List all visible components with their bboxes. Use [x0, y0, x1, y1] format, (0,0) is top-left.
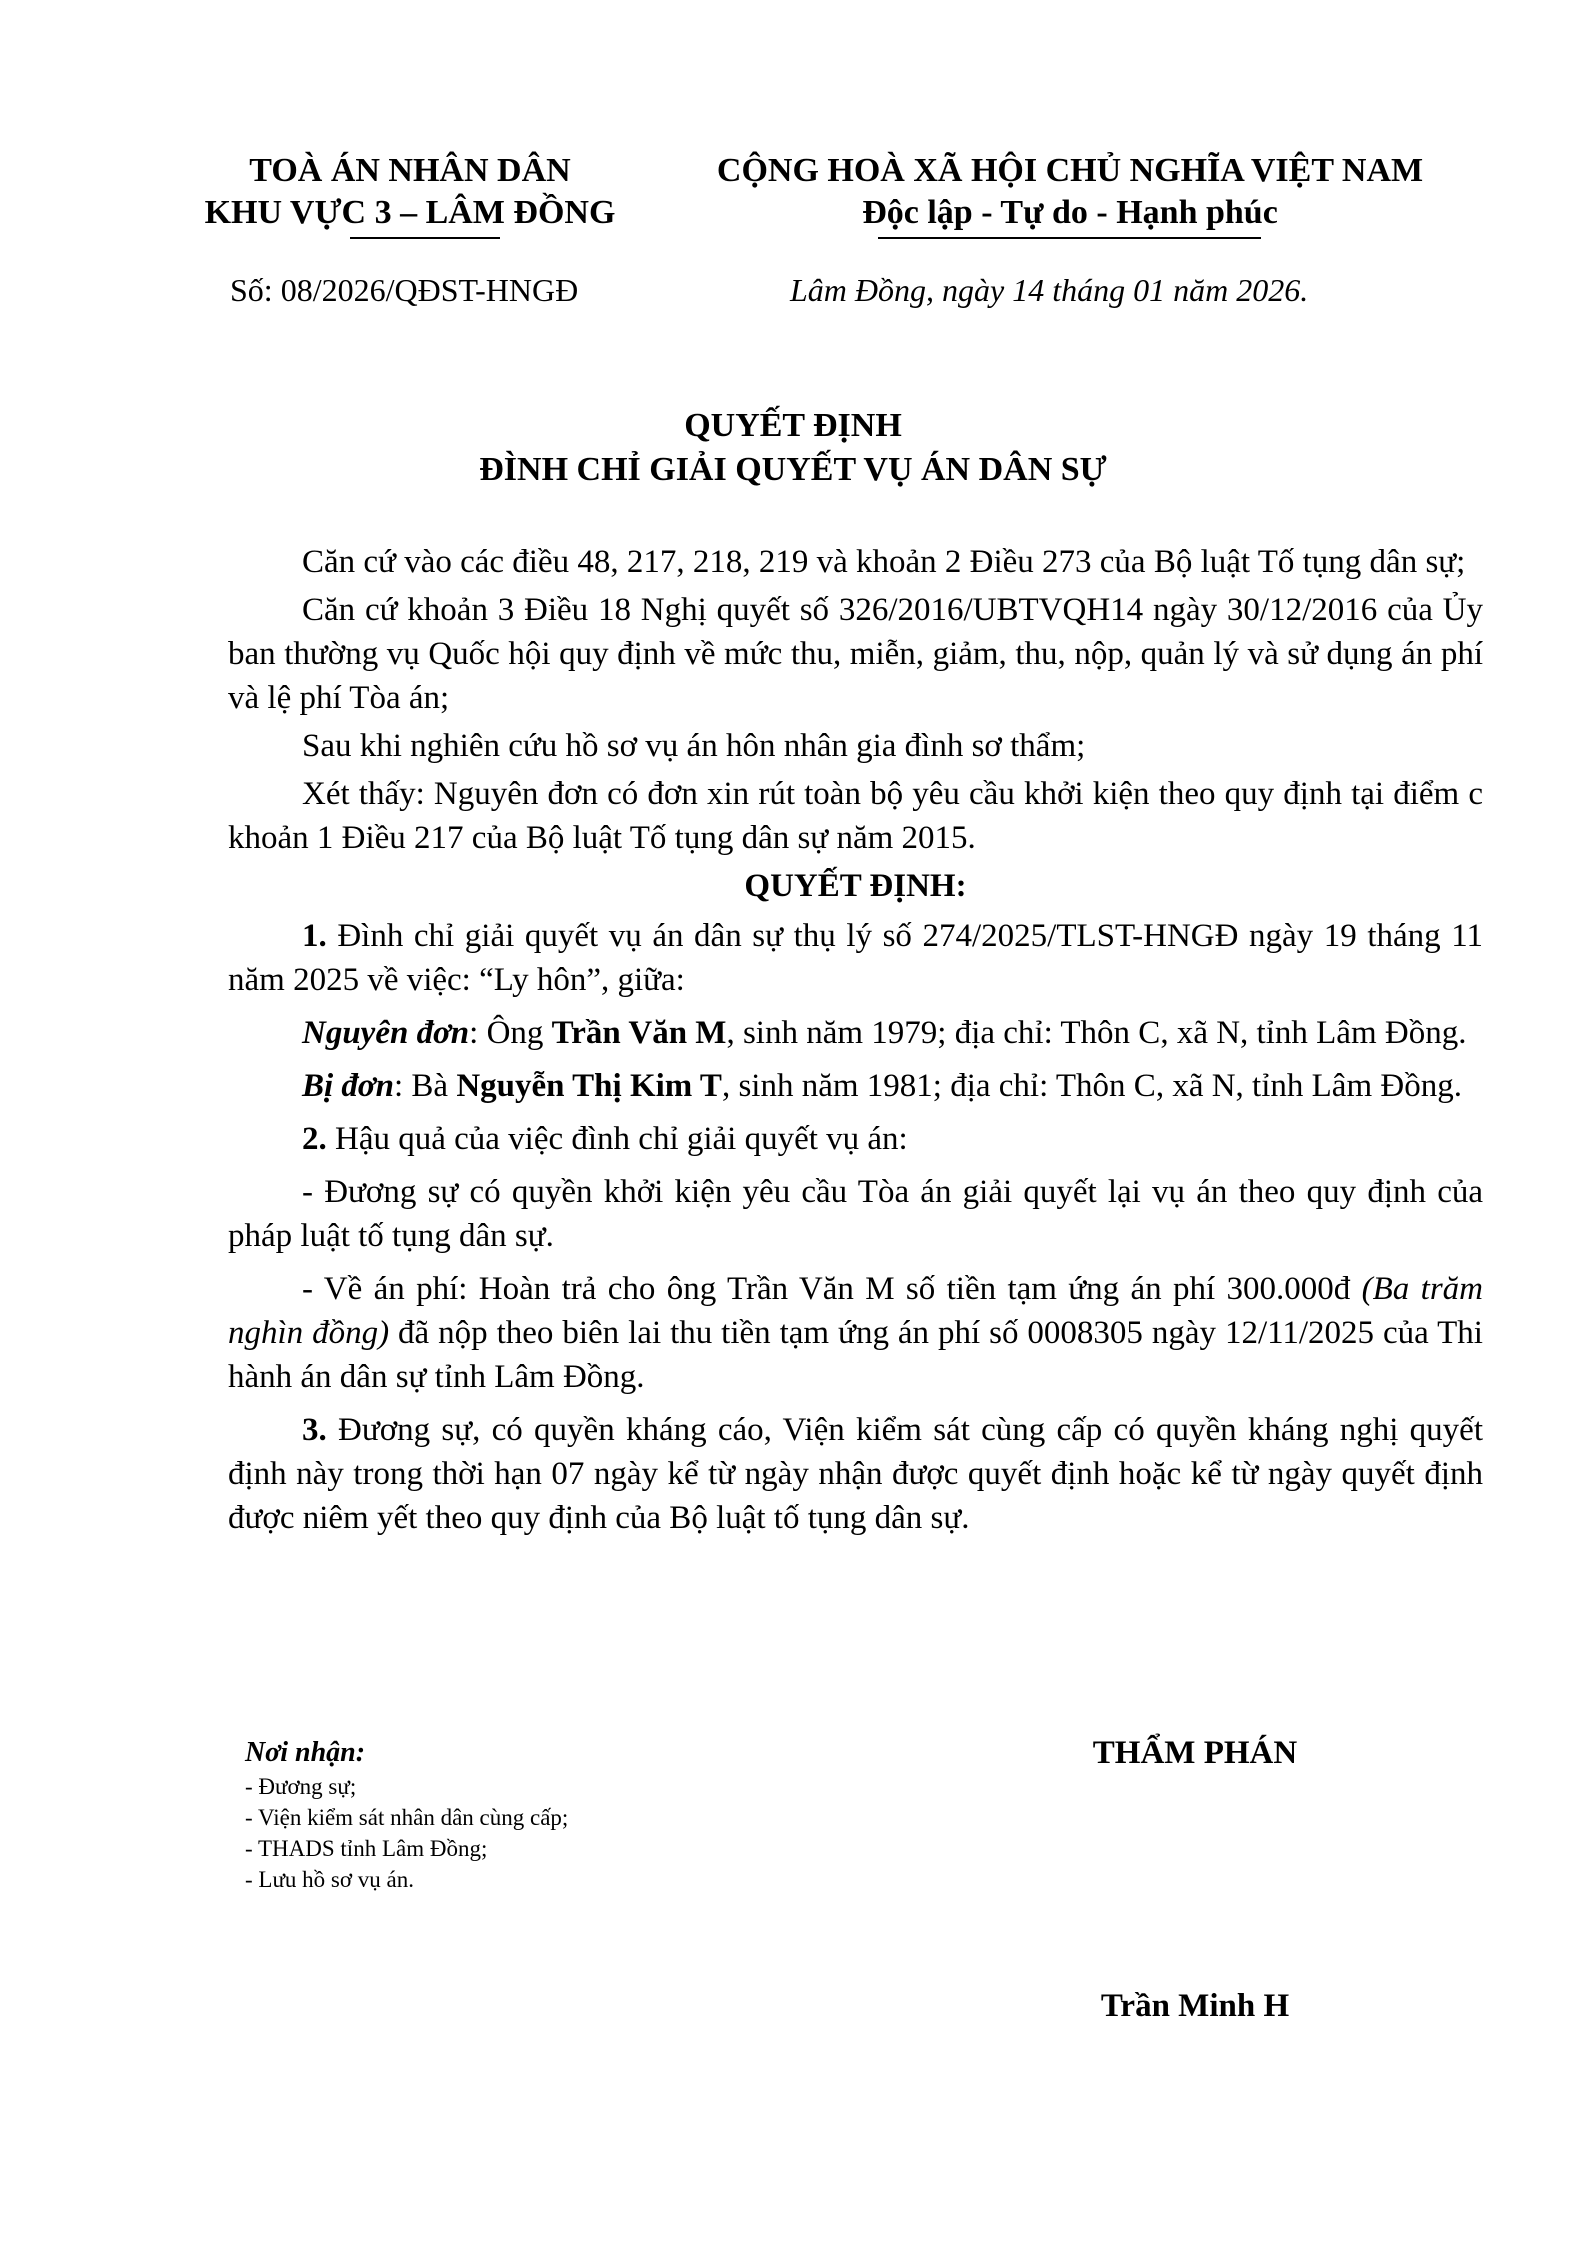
court-header-underline: [350, 237, 500, 239]
signer-title: THẨM PHÁN: [1092, 1735, 1298, 1771]
consequence-bullet: - Đương sự có quyền khởi kiện yêu cầu Tòa án giải quyết lại vụ án theo quy định của pháp luật tố tụng dân sự.: [228, 1174, 1483, 1254]
preamble-paragraph: Căn cứ vào các điều 48, 217, 218, 219 và khoản 2 Điều 273 của Bộ luật Tố tụng dân sự;: [302, 544, 1466, 580]
item-number: 1.: [302, 918, 327, 954]
item-text: Đình chỉ giải quyết vụ án dân sự thụ lý số 274/2025/TLST-HNGĐ ngày 19 tháng 11 năm 2025 về việc: “Ly hôn”, giữa:: [228, 918, 1483, 998]
court-region: KHU VỰC 3 – LÂM ĐỒNG: [204, 194, 616, 231]
court-fee-receipt: đã nộp theo biên lai thu tiền tạm ứng án phí số 0008305 ngày 12/11/2025 của Thi hành án dân sự tỉnh Lâm Đồng.: [228, 1315, 1483, 1395]
recipient-item: - Đương sự;: [245, 1774, 357, 1799]
preamble-paragraph: Sau khi nghiên cứu hồ sơ vụ án hôn nhân gia đình sơ thẩm;: [302, 728, 1086, 764]
decision-item-2: [228, 1117, 1483, 1161]
defendant-prefix: : Bà: [394, 1068, 457, 1104]
document-subtitle: ĐÌNH CHỈ GIẢI QUYẾT VỤ ÁN DÂN SỰ: [479, 451, 1107, 488]
defendant-name: Nguyễn Thị Kim T: [456, 1068, 722, 1104]
court-header: [175, 150, 645, 234]
recipients-block: [245, 1735, 845, 1895]
decision-item-1: [228, 914, 1483, 1002]
national-motto-underline: [878, 237, 1261, 239]
item-text: Đương sự, có quyền kháng cáo, Viện kiểm sát cùng cấp có quyền kháng nghị quyết định này trong thời hạn 07 ngày kể từ ngày nhận được quyết định hoặc kể từ ngày quyết định được niêm yết theo quy định của Bộ luật tố tụng dân sự.: [228, 1412, 1483, 1536]
decision-item-3: [228, 1408, 1483, 1540]
court-fee-amount-words: (Ba trăm nghìn đồng): [228, 1271, 1483, 1351]
defendant-label: Bị đơn: [302, 1068, 394, 1104]
document-title: QUYẾT ĐỊNH: [684, 407, 902, 444]
plaintiff-name: Trần Văn M: [551, 1015, 727, 1051]
plaintiff-paragraph: [228, 1011, 1483, 1055]
signer-name: Trần Minh H: [1100, 1988, 1290, 2024]
court-name: TOÀ ÁN NHÂN DÂN: [249, 152, 571, 189]
court-fee-bullet: [228, 1267, 1483, 1399]
document-number: Số: 08/2026/QĐST-HNGĐ: [230, 272, 579, 308]
plaintiff-details: , sinh năm 1979; địa chỉ: Thôn C, xã N, tỉnh Lâm Đồng.: [726, 1015, 1467, 1051]
plaintiff-prefix: : Ông: [469, 1015, 552, 1051]
item-number: 3.: [302, 1412, 327, 1448]
national-motto: Độc lập - Tự do - Hạnh phúc: [862, 194, 1278, 231]
item-number: 2.: [302, 1121, 327, 1157]
decision-heading: QUYẾT ĐỊNH:: [744, 868, 967, 904]
plaintiff-label: Nguyên đơn: [302, 1015, 470, 1051]
national-name: CỘNG HOÀ XÃ HỘI CHỦ NGHĨA VIỆT NAM: [716, 152, 1424, 189]
recipient-item: - THADS tỉnh Lâm Đồng;: [245, 1836, 488, 1861]
item-text: Hậu quả của việc đình chỉ giải quyết vụ án:: [326, 1121, 908, 1157]
recipient-item: - Lưu hồ sơ vụ án.: [245, 1867, 414, 1892]
place-date: Lâm Đồng, ngày 14 tháng 01 năm 2026.: [790, 272, 1309, 308]
court-fee-text: - Về án phí: Hoàn trả cho ông Trần Văn M số tiền tạm ứng án phí 300.000đ: [302, 1271, 1362, 1307]
recipient-item: - Viện kiểm sát nhân dân cùng cấp;: [245, 1805, 569, 1830]
recipients-title: Nơi nhận:: [245, 1737, 366, 1768]
document-body: [228, 540, 1483, 1549]
preamble-paragraph: Xét thấy: Nguyên đơn có đơn xin rút toàn bộ yêu cầu khởi kiện theo quy định tại điểm c khoản 1 Điều 217 của Bộ luật Tố tụng dân sự năm 2015.: [228, 776, 1483, 856]
preamble-paragraph: Căn cứ khoản 3 Điều 18 Nghị quyết số 326/2016/UBTVQH14 ngày 30/12/2016 của Ủy ban thường vụ Quốc hội quy định về mức thu, miễn, giảm, thu, nộp, quản lý và sử dụng án phí và lệ phí Tòa án;: [228, 592, 1483, 716]
national-header: [690, 150, 1450, 234]
defendant-details: , sinh năm 1981; địa chỉ: Thôn C, xã N, tỉnh Lâm Đồng.: [721, 1068, 1462, 1104]
defendant-paragraph: [228, 1064, 1483, 1108]
